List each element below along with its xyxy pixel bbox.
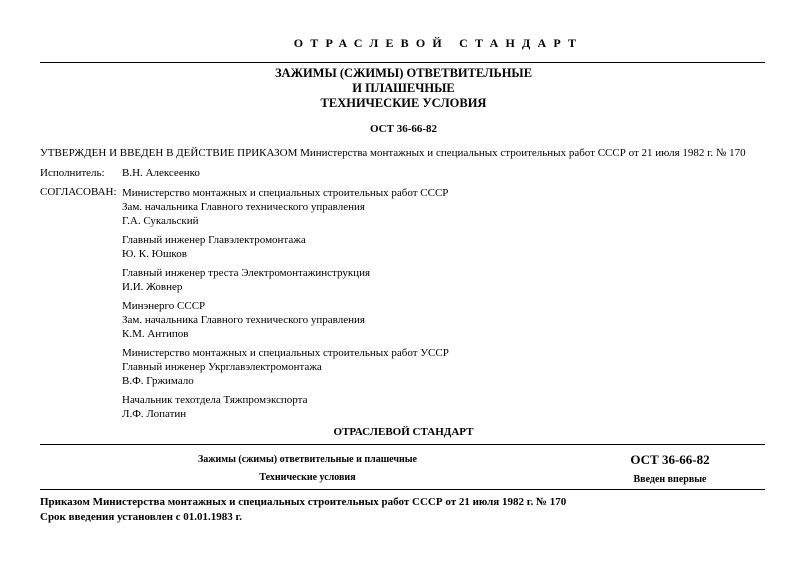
agreed-line: Главный инженер Укрглавэлектромонтажа (122, 361, 322, 373)
header-rule (40, 62, 765, 63)
section2-subtitle: Технические условия (259, 472, 356, 483)
document-title (0, 66, 807, 111)
agreed-line: Начальник техотдела Тяжпромэкспорта (122, 394, 308, 406)
section2-note: Введен впервые (633, 474, 707, 485)
section2-rule-bottom (40, 489, 765, 490)
agreed-line: Министерство монтажных и специальных строительных работ УССР (122, 347, 449, 359)
section2-code: ОСТ 36-66-82 (630, 452, 710, 467)
agreed-group-2 (122, 233, 306, 261)
footer-effective-date: Срок введения установлен с 01.01.1983 г. (40, 511, 243, 523)
agreed-line: Г.А. Сукальский (122, 215, 199, 227)
section2-subject: Зажимы (сжимы) ответвительные и плашечные (197, 454, 417, 465)
agreed-line: И.И. Жовнер (122, 281, 183, 293)
title-line-2: И ПЛАШЕЧНЫЕ (352, 81, 455, 95)
title-line-3: ТЕХНИЧЕСКИЕ УСЛОВИЯ (320, 96, 487, 110)
section2-rule-top (40, 444, 765, 445)
agreed-line: Министерство монтажных и специальных строительных работ СССР (122, 187, 449, 199)
agreed-line: Главный инженер Главэлектромонтажа (122, 234, 306, 246)
agreed-line: Главный инженер треста Электромонтажинструкция (122, 267, 371, 279)
agreed-label: СОГЛАСОВАН: (40, 186, 117, 198)
agreed-group-3 (122, 266, 370, 294)
agreed-line: Ю. К. Юшков (122, 248, 187, 260)
agreed-line: В.Ф. Гржимало (122, 375, 194, 387)
agreed-group-1 (122, 186, 448, 228)
agreed-line: Зам. начальника Главного технического управления (122, 314, 365, 326)
executor-name: В.Н. Алексеенко (122, 167, 200, 179)
header-title: ОТРАСЛЕВОЙ СТАНДАРТ (293, 36, 584, 50)
agreed-group-5 (122, 346, 449, 388)
title-line-1: ЗАЖИМЫ (СЖИМЫ) ОТВЕТВИТЕЛЬНЫЕ (274, 66, 533, 80)
agreed-line: Л.Ф. Лопатин (122, 408, 187, 420)
approval-statement: УТВЕРЖДЕН И ВВЕДЕН В ДЕЙСТВИЕ ПРИКАЗОМ Министерства монтажных и специальных строительных работ СССР от 21 июля 1982 г. № 170 (40, 147, 746, 159)
agreed-group-4 (122, 299, 365, 341)
agreed-line: Минэнерго СССР (122, 300, 206, 312)
section2-title: ОТРАСЛЕВОЙ СТАНДАРТ (333, 426, 474, 438)
executor-label: Исполнитель: (40, 167, 105, 179)
agreed-group-6 (122, 393, 308, 421)
footer-order: Приказом Министерства монтажных и специальных строительных работ СССР от 21 июля 1982 г. № 170 (40, 496, 567, 508)
standard-code: ОСТ 36-66-82 (369, 123, 438, 135)
agreed-line: Зам. начальника Главного технического управления (122, 201, 365, 213)
agreed-line: К.М. Антипов (122, 328, 189, 340)
